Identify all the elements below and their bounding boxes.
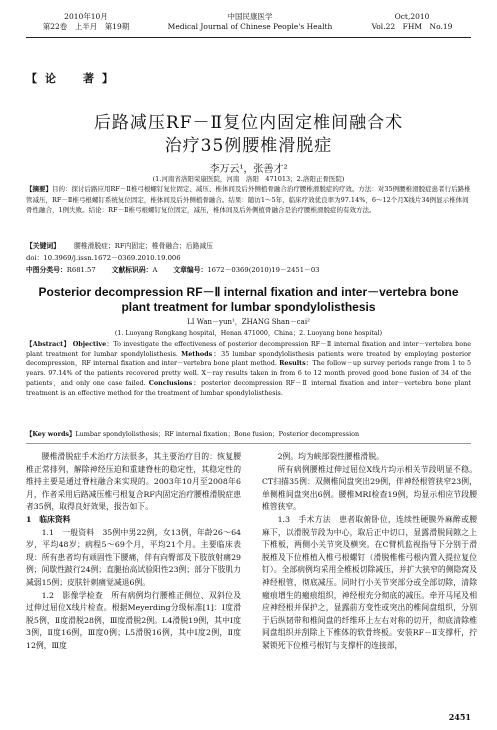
keywords-cn-text: 腰椎滑脱症；RF内固定；椎骨融合；后路减压 <box>73 242 213 250</box>
header-volume: 第22卷 上半月 第19期 <box>42 22 130 31</box>
article-no-label: 文章编号： <box>173 266 208 274</box>
title-en-line1: Posterior decompression RF－Ⅱ internal fixation and inter－vertebra bone <box>38 285 459 299</box>
header-date: 2010年10月 <box>64 12 108 21</box>
header-journal-name <box>150 12 350 32</box>
clc-value: R681.57 <box>66 266 96 274</box>
section-heading: 1 临床资料 <box>26 514 71 524</box>
doc-code-value: A <box>152 266 158 274</box>
doi: doi：10.3969/j.issn.1672－0369.2010.19.006 <box>26 254 181 262</box>
keywords-cn <box>26 240 471 250</box>
body-column-right <box>262 451 477 653</box>
objective-label: Objective： <box>72 340 114 348</box>
clc-label: 中图分类号： <box>26 266 67 274</box>
abstract-en-label: 【Abstract】 <box>26 340 71 348</box>
keywords-cn-label: 【关键词】 <box>26 242 60 250</box>
keywords-en-label: 【Key words】 <box>26 430 76 438</box>
classification-row <box>26 264 471 274</box>
results-label: Results： <box>279 359 313 368</box>
title-cn-line1: 后路减压RF－Ⅱ复位内固定椎间融合术 <box>93 113 404 133</box>
authors-cn: 李万云¹，张善才² <box>209 164 288 175</box>
header-issue <box>357 12 467 32</box>
body-paragraph: 35例中男22例，女13例，年龄26～64岁，平均48岁；病程5～69个月，平均21个月。主要临床表现：所有患者均有顽固性下腰痛，伴有向臀部及下肢放射痛29例；间歇性跛行24例；直腿抬高试验阳性23例；部分下肢肌力减弱15例；皮肤针刺痛觉减退6例。 <box>26 527 242 587</box>
body-paragraph: 所有病例腰椎过伸过屈位X线片均示相关节段明显不稳。CT扫描35例：双侧椎间盘突出29例，伴神经根管狭窄23例，单侧椎间盘突出6例。腰椎MRI检查19例，均显示相应节段腰椎管狭窄。 <box>262 464 477 512</box>
page-number: 2451 <box>448 712 471 722</box>
header-volume-en: Vol.22 FHM No.19 <box>371 22 453 31</box>
subsection-heading: 1.2 影像学检查 <box>41 590 104 600</box>
keywords-en-text: Lumbar spondylolisthesis；RF internal fixation；Bone fusion；Posterior decompression <box>75 430 360 438</box>
subsection-1-3 <box>262 514 477 653</box>
abstract-en <box>26 340 471 398</box>
methods-text: 35 lumbar spondylolisthesis patients were treated by employing posterior decompression，RF internal fixation and inter－vertebra bone plant method. <box>26 349 471 368</box>
body-paragraph: 患者取俯卧位，连续性硬膜外麻醉或腰麻下，以滑脱节段为中心，取后正中切口，显露滑脱间隙之上下椎板，两侧小关节突及横突。在C臂机监视指导下分别于滑脱椎及下位椎植入椎弓根螺钉（滑脱椎椎弓根内置入提拉复位钉）。全部病例均采用全椎板切除减压，并扩大狭窄的侧隐窝及神经根管，彻底减压。同时行小关节突部分或全部切除，清除瘢痕增生的瘢痕组织，神经根充分彻底的减压。牵开马尾及相应神经根并保护之，显露前方变性或突出的椎间盘组织，分别于后纵韧带和椎间盘的纤维环上左右对称的切开，彻底清除椎间盘组织并刮除上下椎体的软骨终板。安装RF－Ⅱ支撑杆，拧紧锁死下位椎弓根钉与支撑杆的连接部， <box>262 514 478 650</box>
header-date-volume <box>26 12 146 32</box>
affiliation-cn: (1.河南省洛阳荣康医院，河南 洛阳 471013；2.洛阳正骨医院) <box>152 175 345 183</box>
title-cn-line2: 治疗35例腰椎滑脱症 <box>164 136 333 156</box>
journal-name-en: Medical Journal of Chinese People's Health <box>167 22 333 31</box>
subsection-heading: 1.3 手术方法 <box>277 514 331 524</box>
header-divider <box>26 37 471 38</box>
body-paragraph: 2例。均为峡部裂性腰椎滑脱。 <box>277 452 384 461</box>
objective-text: To investigate the effectiveness of posterior decompression RF－Ⅱ internal fixation and inter－vertebra bone plant treatment for lumbar spondylolisthesis. <box>26 340 472 358</box>
body-paragraph: 腰椎滑脱症手术治疗方法很多，其主要治疗目的：恢复腰椎正常排列，解除神经压迫和重建脊柱的稳定性，其稳定性的维持主要是通过脊柱融合来实现的。2003年10月至2008年6月，作者采用后路减压椎弓根复合RF内固定治疗腰椎滑脱症患者35例，取得良好效果，报告如下。 <box>26 452 241 512</box>
title-en-line2: plant treatment for lumbar spondylolisthesis <box>121 300 376 314</box>
abstract-cn-label: 【摘要】 <box>26 185 52 193</box>
body-divider <box>26 443 471 444</box>
body-column-left <box>26 451 241 653</box>
conclusions-label: Conclusions： <box>148 378 201 387</box>
authors-en: LI Wan－yun¹，ZHANG Shan－cai² <box>187 318 310 326</box>
journal-header <box>0 0 497 72</box>
body-paragraph: 所有病例均行腰椎正侧位、双斜位及过伸过屈位X线片检查。根据Meyerding分级标准[1]：Ⅰ度滑脱5例，Ⅱ度滑脱28例，Ⅲ度滑脱2例。L4滑脱19例，其中Ⅰ度3例，Ⅱ度16例，Ⅲ度0例；L5滑脱16例，其中Ⅰ度2例，Ⅱ度12例，Ⅲ度 <box>26 590 242 650</box>
abstract-cn <box>26 184 471 216</box>
section-tag: 【论 著】 <box>26 72 121 85</box>
results-text: The follow－up survey periods range from 1 to 5 years. 97.14% of the patients recovered pretty well. X－ray results taken in from 6 to 12 month proved good bone fusion of 34 of the patients，and only one case failed. <box>26 359 472 387</box>
subsection-1-1 <box>26 527 241 590</box>
header-date-en: Oct,2010 <box>394 12 430 21</box>
affiliation-en: (1. Luoyang Rongkang hospital，Henan 471000，China；2. Luoyang bone hospital) <box>114 330 383 337</box>
doc-code-label: 文献标识码： <box>111 266 153 274</box>
conclusions-text: posterior decompression RF－Ⅱ internal fixation and inter－vertebra bone plant treatment is an effective method for the treatment of lumbar spondylolisthesis. <box>26 378 471 397</box>
keywords-en <box>26 429 471 438</box>
abstract-cn-text: 目的：探讨后路应用RF－Ⅱ椎弓根螺钉复位固定、减压、椎体间及后外侧植骨融合治疗腰椎滑脱症的疗效。方法：对35例腰椎滑脱症患者行后路椎管减压，RF－Ⅱ椎弓根螺钉系统复位固定，椎体间及后外侧植骨融合。结果：随访1～5年，临床疗效优良率为97.14%，6～12个月X线片34例显示椎体间骨性融合，1例失败。结论：RF－Ⅱ椎弓根螺钉复位固定，减压，椎体间及后外侧植骨融合是治疗腰椎滑脱症的有效方法。 <box>26 185 471 214</box>
journal-name-cn: 中国民康医学 <box>227 12 273 21</box>
article-no-value: 1672－0369(2010)19－2451－03 <box>207 266 320 274</box>
subsection-1-2 <box>26 590 241 653</box>
methods-label: Methods： <box>181 349 222 358</box>
subsection-heading: 1.1 一般资料 <box>41 527 95 537</box>
